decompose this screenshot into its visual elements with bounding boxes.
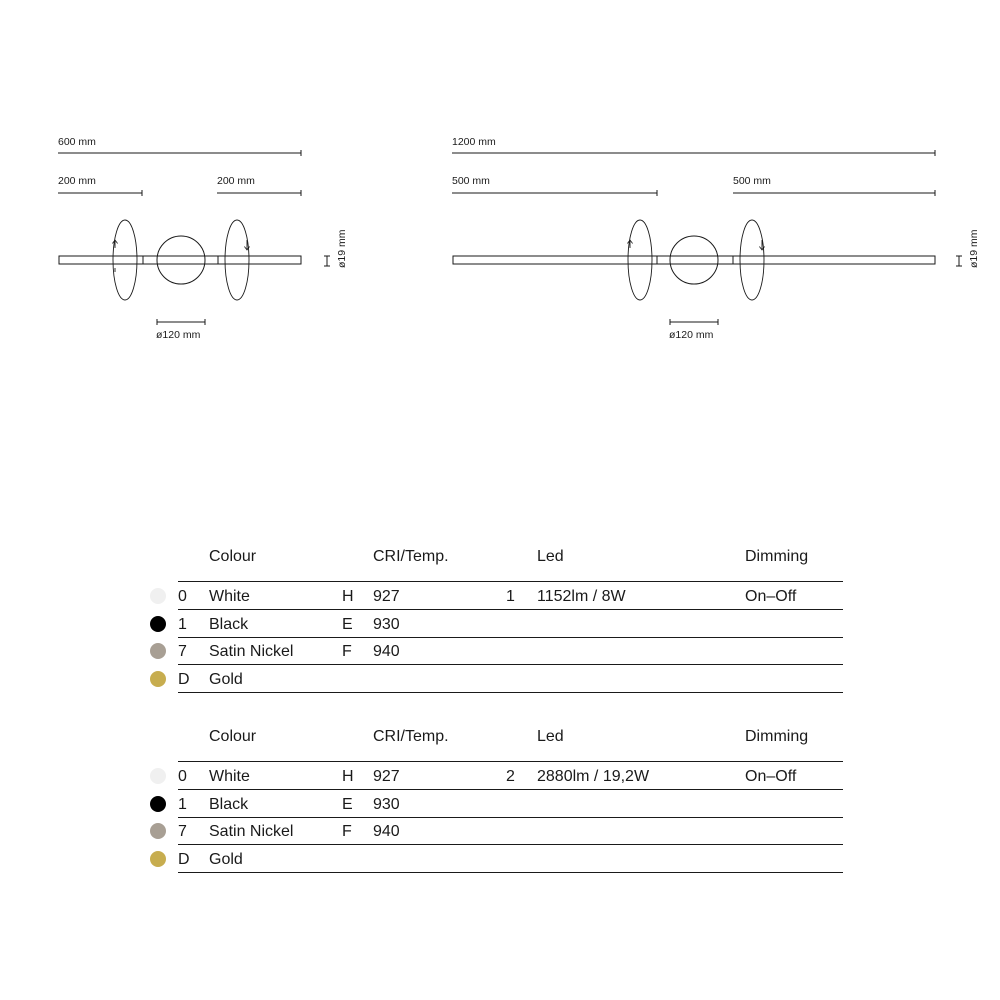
cri-code: E	[342, 796, 353, 813]
header-led: Led	[537, 548, 564, 565]
colour-code: 7	[178, 823, 187, 840]
colour-name: Satin Nickel	[209, 643, 294, 660]
colour-code: D	[178, 671, 190, 688]
cri-value: 930	[373, 796, 400, 813]
rotation-arrow-icon	[740, 220, 764, 300]
colour-name: Black	[209, 796, 249, 813]
table-row	[140, 582, 860, 610]
header-cri: CRI/Temp.	[373, 548, 449, 565]
header-colour: Colour	[209, 548, 257, 565]
dim-diameter-label: ø120 mm	[156, 329, 201, 341]
dim-right-label: 200 mm	[217, 175, 255, 187]
table-header	[140, 728, 860, 758]
row-rule	[178, 872, 843, 873]
drawing-600	[58, 136, 348, 341]
colour-name: Gold	[209, 671, 243, 688]
dim-left-label: 200 mm	[58, 175, 96, 187]
dim-left-label: 500 mm	[452, 175, 490, 187]
colour-name: Gold	[209, 851, 243, 868]
cri-code: F	[342, 643, 352, 660]
drawing-1200	[452, 136, 980, 341]
table-header	[140, 548, 860, 578]
swatch-white	[150, 588, 166, 604]
rotation-arrow-icon	[113, 220, 137, 300]
swatch-black	[150, 796, 166, 812]
cri-code: F	[342, 823, 352, 840]
bar-left-segment	[453, 256, 657, 264]
table-row	[140, 762, 860, 790]
header-colour: Colour	[209, 728, 257, 745]
row-rule	[178, 692, 843, 693]
cri-value: 930	[373, 616, 400, 633]
led-value: 1152lm / 8W	[537, 588, 626, 605]
bar-center-segment	[143, 256, 218, 264]
bar-left-segment	[59, 256, 143, 264]
table-row	[140, 665, 860, 693]
led-code: 1	[506, 588, 515, 605]
cri-value: 927	[373, 588, 400, 605]
rotation-arrow-icon	[225, 220, 249, 300]
header-dimming: Dimming	[745, 548, 809, 565]
swatch-satin-nickel	[150, 643, 166, 659]
dim-diameter-label: ø120 mm	[669, 329, 714, 341]
colour-code: 1	[178, 616, 187, 633]
colour-name: White	[209, 768, 250, 785]
cri-code: E	[342, 616, 353, 633]
swatch-black	[150, 616, 166, 632]
dim-profile-label: ø19 mm	[336, 229, 348, 268]
swatch-white	[150, 768, 166, 784]
dim-total-label: 600 mm	[58, 136, 96, 148]
bar-right-segment	[218, 256, 301, 264]
table-row	[140, 845, 860, 873]
colour-code: 1	[178, 796, 187, 813]
table-row	[140, 790, 860, 818]
cri-value: 927	[373, 768, 400, 785]
bar-center-segment	[657, 256, 733, 264]
rotation-arrow-icon	[628, 220, 652, 300]
colour-name: Satin Nickel	[209, 823, 294, 840]
disc-outline	[670, 236, 718, 284]
cri-value: 940	[373, 643, 400, 660]
dim-right-label: 500 mm	[733, 175, 771, 187]
dimming-value: On–Off	[745, 768, 797, 785]
dim-profile-label: ø19 mm	[968, 229, 980, 268]
disc-outline	[157, 236, 205, 284]
header-cri: CRI/Temp.	[373, 728, 449, 745]
colour-code: D	[178, 851, 190, 868]
dimming-value: On–Off	[745, 588, 797, 605]
bar-right-segment	[733, 256, 935, 264]
colour-name: White	[209, 588, 250, 605]
colour-code: 0	[178, 588, 187, 605]
technical-drawings	[0, 0, 1000, 420]
colour-code: 7	[178, 643, 187, 660]
swatch-gold	[150, 671, 166, 687]
header-led: Led	[537, 728, 564, 745]
cri-value: 940	[373, 823, 400, 840]
colour-name: Black	[209, 616, 249, 633]
led-value: 2880lm / 19,2W	[537, 768, 650, 785]
header-dimming: Dimming	[745, 728, 809, 745]
dim-total-label: 1200 mm	[452, 136, 496, 148]
swatch-satin-nickel	[150, 823, 166, 839]
table-row	[140, 637, 860, 665]
table-row	[140, 817, 860, 845]
cri-code: H	[342, 588, 354, 605]
led-code: 2	[506, 768, 515, 785]
cri-code: H	[342, 768, 354, 785]
colour-code: 0	[178, 768, 187, 785]
table-row	[140, 610, 860, 638]
swatch-gold	[150, 851, 166, 867]
